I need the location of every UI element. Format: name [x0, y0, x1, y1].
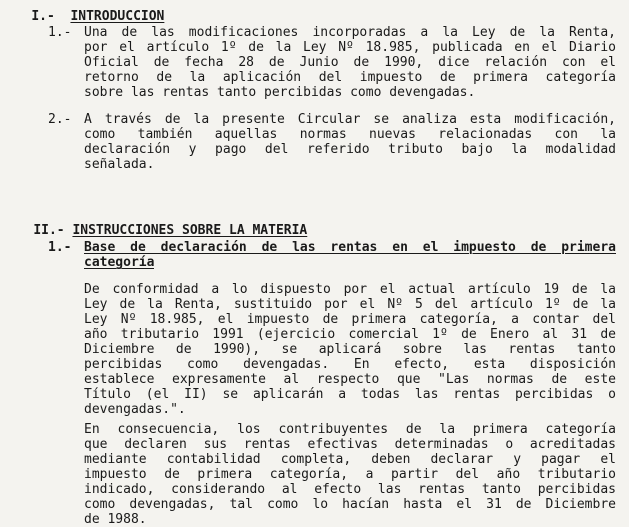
item-1-line: por el artículo 1º de la Ley Nº 18.985, publicada en el Diario	[84, 40, 616, 55]
paragraph-line: devengadas.".	[84, 402, 186, 417]
item-1-paragraph	[84, 25, 616, 100]
paragraph-line: indicado, considerando al efecto las rentas tanto percibidas	[84, 482, 616, 497]
subsection-title-line: categoría	[84, 255, 155, 270]
paragraph-line: En consecuencia, los contribuyentes de la primera categoría	[84, 422, 616, 437]
paragraph-line: Diciembre de 1990), se aplicará sobre las rentas tanto	[84, 342, 616, 357]
paragraph-line: que declaren sus rentas efectivas determinadas o acreditadas	[84, 437, 616, 452]
paragraph-line: de 1988.	[84, 512, 147, 527]
item-1-number: 1.-	[48, 25, 72, 40]
section-2-number: II.-	[33, 223, 65, 238]
paragraph-line: Ley Nº 18.985, el impuesto de primera categoría, a contar del	[84, 312, 616, 327]
item-1-line: sobre las rentas tanto percibidas como devengadas.	[84, 85, 476, 100]
paragraph-line: Ley de la Renta, sustituido por el Nº 5 del artículo 1º de la	[84, 297, 616, 312]
paragraph-line: mediante contabilidad completa, deben declarar y pagar el	[84, 452, 616, 467]
paragraph-line: percibidas como devengadas. En efecto, esta disposición	[84, 357, 616, 372]
paragraph-line: impuesto de primera categoría, a partir del año tributario	[84, 467, 616, 482]
item-2-line: señalada.	[84, 157, 155, 172]
item-2-line: como también aquellas normas nuevas relacionadas con la	[84, 127, 616, 142]
body-paragraph-2	[84, 422, 616, 527]
subsection-1-title	[84, 240, 616, 274]
paragraph-line: establece expresamente al respecto que "Las normas de este	[84, 372, 616, 387]
item-1-line: Una de las modificaciones incorporadas a la Ley de la Renta,	[84, 25, 616, 40]
item-1-line: Oficial de fecha 28 de Junio de 1990, dice relación con el	[84, 55, 616, 70]
item-2-line: A través de la presente Circular se analiza esta modificación,	[84, 112, 616, 127]
item-2-number: 2.-	[48, 112, 72, 127]
paragraph-line: Título (el II) se aplicarán a todas las rentas percibidas o	[84, 387, 616, 402]
subsection-title-line: Base de declaración de las rentas en el impuesto de primera	[84, 240, 616, 255]
item-2-paragraph	[84, 112, 616, 172]
section-2-title: INSTRUCCIONES SOBRE LA MATERIA	[72, 223, 308, 238]
section-1-title: INTRODUCCION	[70, 9, 165, 24]
item-1-line: retorno de la aplicación del impuesto de primera categoría	[84, 70, 616, 85]
paragraph-line: De conformidad a lo dispuesto por el actual artículo 19 de la	[84, 282, 616, 297]
paragraph-line: año tributario 1991 (ejercicio comercial 1º de Enero al 31 de	[84, 327, 616, 342]
paragraph-line: como devengadas, tal como lo hacían hasta el 31 de Diciembre	[84, 497, 616, 512]
body-paragraph-1	[84, 282, 616, 417]
item-2-line: declaración y pago del referido tributo bajo la modalidad	[84, 142, 616, 157]
subsection-1-number: 1.-	[48, 240, 72, 255]
section-1-number: I.-	[31, 9, 55, 24]
